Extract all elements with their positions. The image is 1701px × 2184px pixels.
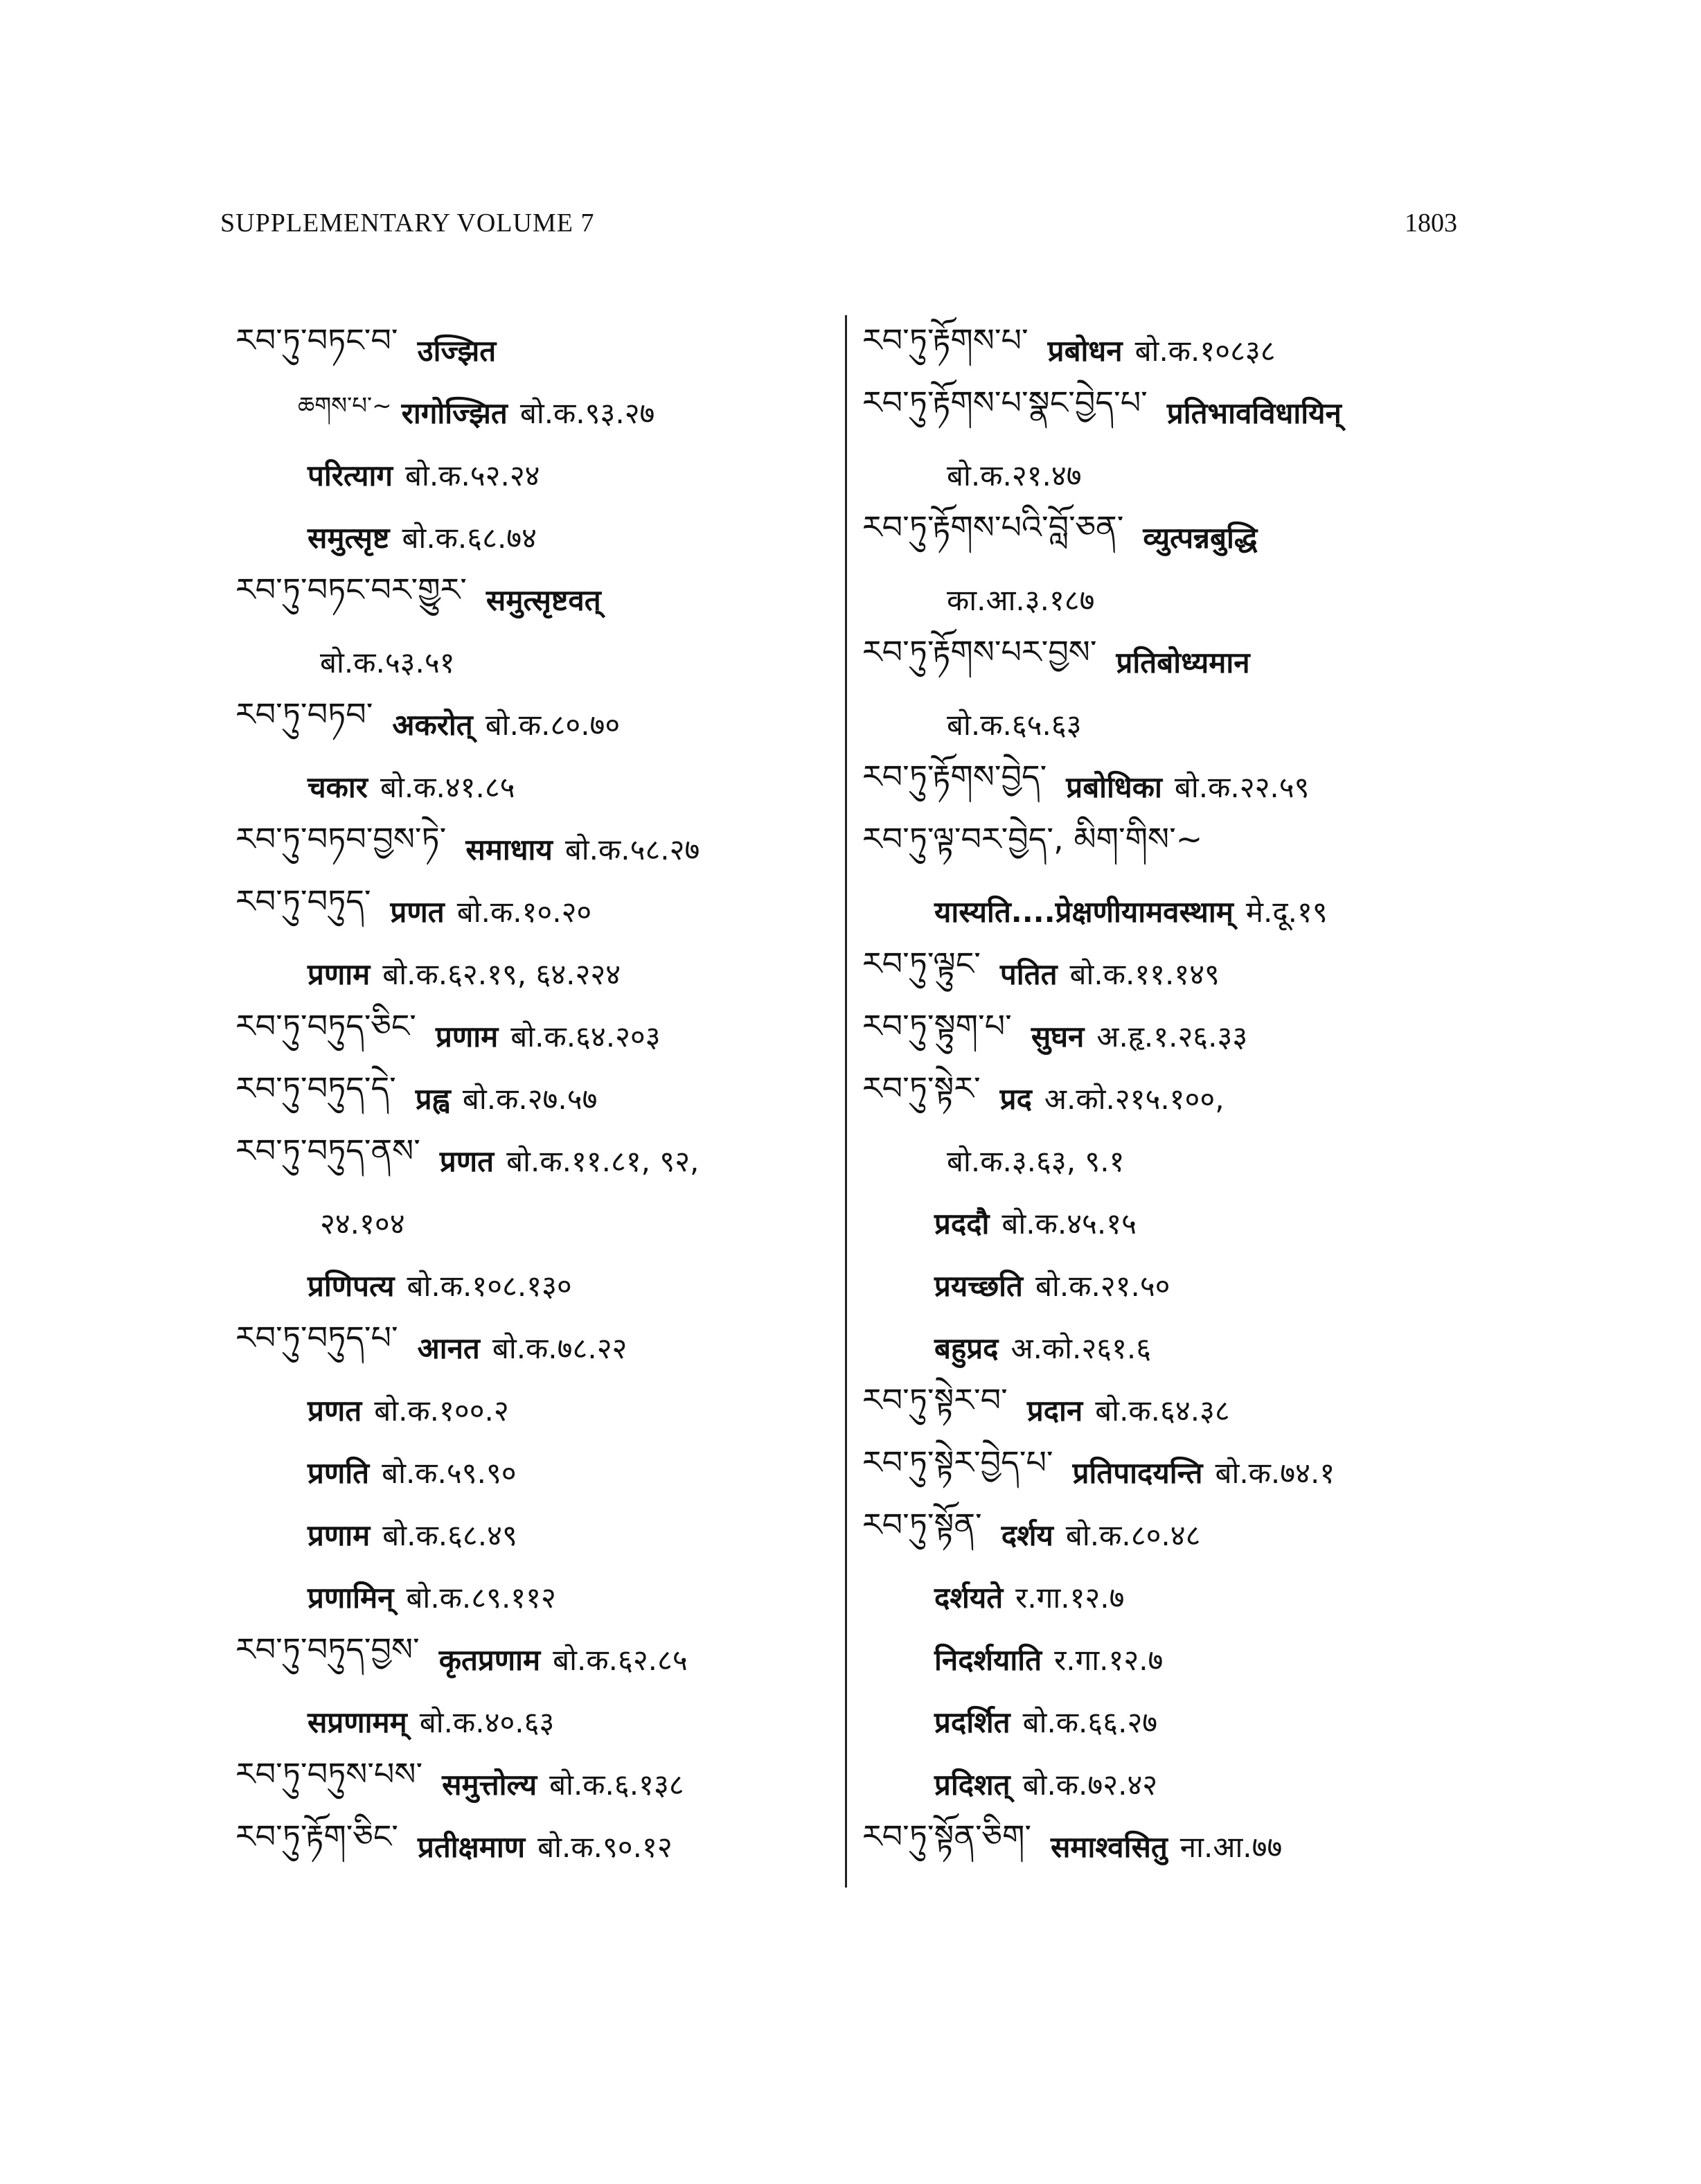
source-reference: २४.१०४ bbox=[320, 1206, 405, 1241]
sanskrit-equivalent: समुत्सृष्टवत् bbox=[486, 583, 601, 617]
sanskrit-equivalent: प्रदिशत् bbox=[934, 1767, 1010, 1802]
sanskrit-equivalent: पतित bbox=[999, 957, 1058, 991]
source-reference: बो.क.५२.२४ bbox=[404, 458, 540, 492]
sanskrit-equivalent: प्रह्व bbox=[415, 1081, 450, 1116]
headword-entry bbox=[235, 693, 831, 755]
subentry bbox=[862, 1690, 1472, 1752]
running-head: SUPPLEMENTARY VOLUME 7 bbox=[220, 208, 595, 238]
sanskrit-equivalent: प्रतीक्षमाण bbox=[417, 1829, 526, 1864]
left-column bbox=[235, 319, 831, 1877]
source-reference: बो.क.१०.२० bbox=[456, 894, 592, 929]
sanskrit-equivalent: प्रदान bbox=[1026, 1393, 1083, 1428]
tibetan-term: རབ་ཏུ་བཏང་བ་ bbox=[235, 321, 398, 359]
source-reference: बो.क.२२.५९ bbox=[1174, 770, 1310, 804]
sanskrit-equivalent: प्रयच्छति bbox=[934, 1268, 1023, 1303]
tibetan-term: རབ་ཏུ་ལྟ་བར་བྱེད་, མིག་གིས་~ bbox=[862, 819, 1203, 858]
source-reference: ना.आ.७७ bbox=[1179, 1829, 1283, 1864]
sanskrit-equivalent: सुघन bbox=[1031, 1019, 1085, 1054]
source-reference: बो.क.६८.४९ bbox=[382, 1518, 517, 1552]
sanskrit-equivalent: प्रणत bbox=[439, 1144, 495, 1178]
tibetan-term: རབ་ཏུ་ལྟུང་ bbox=[862, 944, 981, 982]
tibetan-term: རབ་ཏུ་བཏུད་ bbox=[235, 882, 371, 920]
sanskrit-equivalent: समाश्वसितु bbox=[1050, 1829, 1168, 1864]
tibetan-term: རབ་ཏུ་བཏུད་བྱས་ bbox=[235, 1630, 420, 1668]
sanskrit-equivalent: प्रणिपत्य bbox=[308, 1268, 395, 1303]
tibetan-term: རབ་ཏུ་སྟེར་བ་ bbox=[862, 1380, 1008, 1419]
sanskrit-equivalent: प्रणाम bbox=[308, 957, 371, 991]
sanskrit-equivalent: यास्यति....प्रेक्षणीयामवस्थाम् bbox=[934, 894, 1234, 929]
source-reference: बो.क.६५.६३ bbox=[947, 707, 1082, 742]
tibetan-term: རབ་ཏུ་རྟོགས་པ་སྣང་བྱེད་པ་ bbox=[862, 383, 1148, 421]
source-reference: बो.क.४५.१५ bbox=[1001, 1206, 1137, 1241]
source-reference: अ.हृ.१.२६.३३ bbox=[1096, 1019, 1248, 1054]
sanskrit-equivalent: बहुप्रद bbox=[934, 1331, 999, 1365]
tibetan-term: རབ་ཏུ་རྟོགས་པར་བྱས་ bbox=[862, 632, 1097, 671]
source-reference: बो.क.२१.५० bbox=[1035, 1268, 1170, 1303]
headword-entry bbox=[862, 1503, 1472, 1565]
tibetan-term: ཆགས་པ་~ bbox=[298, 392, 392, 420]
subentry bbox=[235, 381, 831, 443]
headword-entry bbox=[235, 880, 831, 942]
sanskrit-equivalent: रागोज्झित bbox=[401, 396, 508, 430]
tibetan-term: རབ་ཏུ་རྟོགས་པ་ bbox=[862, 321, 1028, 359]
tibetan-term: རབ་ཏུ་རྟོག་ཅིང་ bbox=[235, 1817, 398, 1855]
source-reference: बो.क.९०.१२ bbox=[537, 1829, 673, 1864]
tibetan-term: རབ་ཏུ་སྟོན་ཅིག་ bbox=[862, 1817, 1031, 1855]
source-reference: बो.क.१०८.१३० bbox=[407, 1268, 572, 1303]
tibetan-term: རབ་ཏུ་བཏབ་བྱས་ཏེ་ bbox=[235, 819, 447, 858]
subentry bbox=[235, 1503, 831, 1565]
tibetan-term: རབ་ཏུ་བཏུད་དེ་ bbox=[235, 1069, 396, 1107]
headword-entry bbox=[235, 1628, 831, 1690]
tibetan-term: རབ་ཏུ་བཏབ་ bbox=[235, 695, 373, 733]
source-reference: अ.को.२१५.१००, bbox=[1044, 1081, 1224, 1116]
tibetan-term: རབ་ཏུ་བཏུད་ནས་ bbox=[235, 1131, 420, 1169]
source-reference: बो.क.८९.११२ bbox=[406, 1580, 556, 1615]
source-reference: बो.क.१०८३८ bbox=[1134, 333, 1276, 368]
sanskrit-equivalent: व्युत्पन्नबुद्धि bbox=[1143, 520, 1258, 555]
tibetan-term: རབ་ཏུ་བཏུད་ཅིང་ bbox=[235, 1006, 416, 1045]
tibetan-term: རབ་ཏུ་རྟོགས་བྱེད་ bbox=[862, 757, 1047, 795]
sanskrit-equivalent: प्रददौ bbox=[934, 1206, 990, 1241]
source-reference: बो.क.४१.८५ bbox=[380, 770, 515, 804]
headword-entry bbox=[862, 817, 1472, 880]
headword-entry bbox=[235, 1129, 831, 1191]
page-number: 1803 bbox=[1405, 208, 1457, 238]
headword-entry bbox=[862, 381, 1472, 443]
tibetan-term: རབ་ཏུ་སྟེར་ bbox=[862, 1069, 981, 1107]
sanskrit-equivalent: चकार bbox=[308, 770, 368, 804]
tibetan-term: རབ་ཏུ་སྟུག་པ་ bbox=[862, 1006, 1012, 1045]
sanskrit-equivalent: दर्शयते bbox=[934, 1580, 1004, 1615]
sanskrit-equivalent: समुत्सृष्ट bbox=[308, 520, 390, 555]
sanskrit-equivalent: उज्झित bbox=[417, 333, 497, 368]
sanskrit-equivalent: प्रणत bbox=[390, 894, 445, 929]
sanskrit-equivalent: समाधाय bbox=[465, 832, 553, 867]
sanskrit-equivalent: प्रणाम bbox=[308, 1518, 371, 1552]
sanskrit-equivalent: प्रतिबोध्यमान bbox=[1116, 645, 1250, 680]
source-reference: बो.क.६८.७४ bbox=[402, 520, 537, 555]
sanskrit-equivalent: प्रणामिन् bbox=[308, 1580, 394, 1615]
headword-entry bbox=[862, 1815, 1472, 1877]
source-reference: बो.क.८०.७० bbox=[485, 707, 621, 742]
sanskrit-equivalent: परित्याग bbox=[308, 458, 393, 492]
sanskrit-equivalent: निदर्शयाति bbox=[934, 1642, 1042, 1677]
tibetan-term: རབ་ཏུ་བཏང་བར་གྱུར་ bbox=[235, 570, 467, 608]
headword-entry bbox=[235, 1316, 831, 1378]
subentry bbox=[862, 1628, 1472, 1690]
sanskrit-equivalent: प्रदर्शित bbox=[934, 1705, 1010, 1739]
source-reference: बो.क.८०.४८ bbox=[1065, 1518, 1201, 1552]
headword-entry bbox=[862, 506, 1472, 568]
source-reference: बो.क.६.१३८ bbox=[549, 1767, 684, 1802]
sanskrit-equivalent: सप्रणामम् bbox=[308, 1705, 407, 1739]
headword-entry bbox=[235, 1815, 831, 1877]
sanskrit-equivalent: दर्शय bbox=[1001, 1518, 1053, 1552]
subentry bbox=[235, 1441, 831, 1503]
sanskrit-equivalent: आनत bbox=[417, 1331, 480, 1365]
headword-entry bbox=[235, 319, 831, 381]
source-reference: बो.क.२१.४७ bbox=[947, 458, 1082, 492]
tibetan-term: རབ་ཏུ་རྟོགས་པའི་བློ་ཅན་ bbox=[862, 508, 1124, 546]
sanskrit-equivalent: प्रतिभावविधायिन् bbox=[1166, 396, 1342, 430]
source-reference: बो.क.४०.६३ bbox=[419, 1705, 555, 1739]
sanskrit-equivalent: अकरोत् bbox=[392, 707, 473, 742]
sanskrit-equivalent: प्रद bbox=[999, 1081, 1032, 1116]
source-reference: बो.क.७४.१ bbox=[1215, 1455, 1335, 1490]
source-reference: बो.क.५९.९० bbox=[382, 1455, 517, 1490]
source-reference: बो.क.७८.२२ bbox=[492, 1331, 627, 1365]
headword-entry bbox=[862, 1067, 1472, 1129]
subentry bbox=[862, 1191, 1472, 1254]
source-reference: बो.क.११.१४९ bbox=[1069, 957, 1220, 991]
source-reference: बो.क.९३.२७ bbox=[519, 396, 655, 430]
source-reference: बो.क.११.८१, ९२, bbox=[506, 1144, 700, 1178]
tibetan-term: རབ་ཏུ་སྟེར་བྱེད་པ་ bbox=[862, 1443, 1053, 1481]
source-reference: बो.क.५८.२७ bbox=[564, 832, 700, 867]
source-reference: बो.क.६२.१९, ६४.२२४ bbox=[382, 957, 621, 991]
source-reference: बो.क.६२.८५ bbox=[553, 1642, 688, 1677]
source-reference: मे.दू.१९ bbox=[1245, 894, 1328, 929]
source-reference: अ.को.२६१.६ bbox=[1010, 1331, 1152, 1365]
source-reference: बो.क.५३.५१ bbox=[320, 645, 455, 680]
sanskrit-equivalent: समुत्तोल्य bbox=[442, 1767, 537, 1802]
source-reference: बो.क.३.६३, ९.१ bbox=[947, 1144, 1125, 1178]
source-reference: र.गा.१२.७ bbox=[1054, 1642, 1164, 1677]
subentry bbox=[235, 443, 831, 506]
source-reference: बो.क.६४.३८ bbox=[1095, 1393, 1230, 1428]
source-reference: बो.क.२७.५७ bbox=[462, 1081, 598, 1116]
sanskrit-equivalent: प्रबोधिका bbox=[1066, 770, 1162, 804]
tibetan-term: རབ་ཏུ་བཏུད་པ་ bbox=[235, 1318, 398, 1356]
subentry bbox=[862, 1254, 1472, 1316]
sanskrit-equivalent: कृतप्रणाम bbox=[438, 1642, 541, 1677]
headword-entry bbox=[235, 568, 831, 630]
tibetan-term: རབ་ཏུ་བཏུས་པས་ bbox=[235, 1755, 423, 1793]
source-reference: का.आ.३.१८७ bbox=[947, 583, 1095, 617]
sanskrit-equivalent: प्रणति bbox=[308, 1455, 370, 1490]
source-reference: बो.क.६४.२०३ bbox=[510, 1019, 661, 1054]
sanskrit-equivalent: प्रणत bbox=[308, 1393, 362, 1428]
source-reference: बो.क.७२.४२ bbox=[1022, 1767, 1158, 1802]
source-reference: र.गा.१२.७ bbox=[1015, 1580, 1125, 1615]
source-reference: बो.क.१००.२ bbox=[374, 1393, 509, 1428]
sanskrit-equivalent: प्रतिपादयन्ति bbox=[1072, 1455, 1203, 1490]
headword-entry bbox=[862, 630, 1472, 693]
column-divider bbox=[845, 315, 847, 1888]
sanskrit-equivalent: प्रबोधन bbox=[1047, 333, 1123, 368]
right-column bbox=[862, 319, 1472, 1877]
source-reference: बो.क.६६.२७ bbox=[1022, 1705, 1158, 1739]
tibetan-term: རབ་ཏུ་སྟོན་ bbox=[862, 1505, 982, 1543]
sanskrit-equivalent: प्रणाम bbox=[435, 1019, 499, 1054]
